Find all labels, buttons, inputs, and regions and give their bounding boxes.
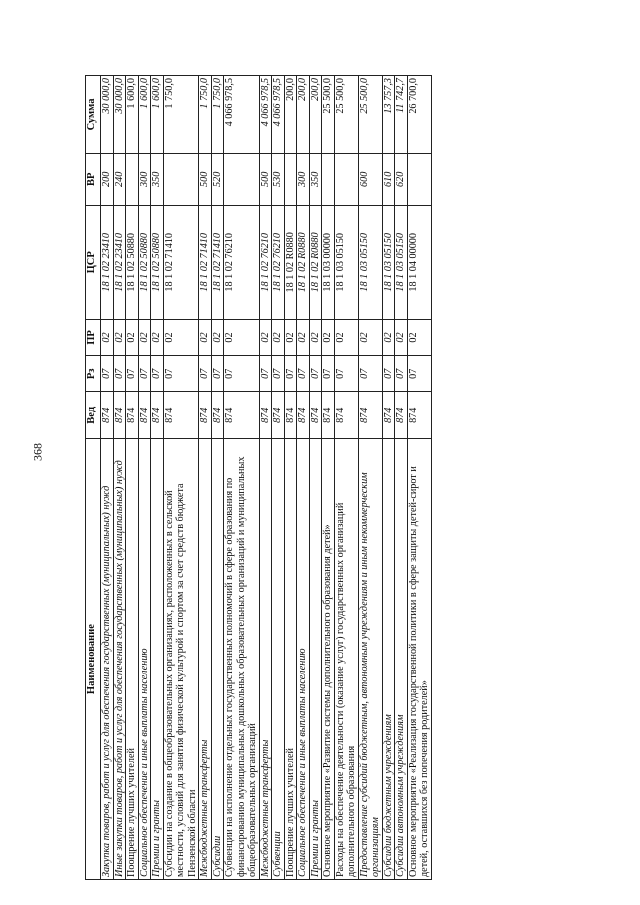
cell-vr (163, 153, 199, 205)
cell-csr: 18 1 02 71410 (211, 205, 224, 319)
table-row (297, 76, 310, 880)
table-row (407, 76, 431, 880)
cell-pr: 02 (358, 319, 382, 355)
cell-name: Субсидии автономным учреждениям (395, 439, 408, 880)
cell-pr: 02 (259, 319, 272, 355)
header-csr: ЦСР (86, 205, 101, 319)
cell-csr: 18 1 04 00000 (407, 205, 431, 319)
cell-vr: 300 (297, 153, 310, 205)
cell-csr: 18 1 02 23410 (113, 205, 126, 319)
cell-pr: 02 (395, 319, 408, 355)
cell-ved: 874 (259, 392, 272, 439)
cell-vr: 500 (259, 153, 272, 205)
cell-csr: 18 1 02 76210 (259, 205, 272, 319)
cell-pr: 02 (224, 319, 260, 355)
cell-ved: 874 (126, 392, 139, 439)
cell-csr: 18 1 02 71410 (199, 205, 212, 319)
cell-vr (407, 153, 431, 205)
cell-ved: 874 (297, 392, 310, 439)
cell-sum: 1 750,0 (211, 76, 224, 154)
header-pr: ПР (86, 319, 101, 355)
cell-csr: 18 1 02 50880 (126, 205, 139, 319)
cell-vr: 500 (199, 153, 212, 205)
cell-ved: 874 (322, 392, 335, 439)
cell-rz: 07 (163, 356, 199, 392)
cell-vr (126, 153, 139, 205)
table-header-row (86, 76, 101, 880)
cell-rz: 07 (407, 356, 431, 392)
cell-ved: 874 (163, 392, 199, 439)
header-name: Наименование (86, 439, 101, 880)
cell-sum: 200,0 (284, 76, 297, 154)
cell-ved: 874 (224, 392, 260, 439)
cell-ved: 874 (395, 392, 408, 439)
cell-sum: 25 500,0 (334, 76, 358, 154)
cell-vr: 610 (382, 153, 395, 205)
cell-vr (334, 153, 358, 205)
header-vr: ВР (86, 153, 101, 205)
cell-csr: 18 1 02 R0880 (297, 205, 310, 319)
cell-name: Поощрение лучших учителей (126, 439, 139, 880)
cell-vr: 240 (113, 153, 126, 205)
cell-vr: 350 (309, 153, 322, 205)
cell-pr: 02 (138, 319, 151, 355)
table-row (259, 76, 272, 880)
cell-name: Поощрение лучших учителей (284, 439, 297, 880)
cell-sum: 4 066 978,5 (224, 76, 260, 154)
table-row (151, 76, 164, 880)
cell-vr (322, 153, 335, 205)
cell-name: Субсидии (211, 439, 224, 880)
table-row (284, 76, 297, 880)
cell-name: Субвенции (272, 439, 285, 880)
cell-ved: 874 (272, 392, 285, 439)
cell-rz: 07 (211, 356, 224, 392)
cell-rz: 07 (259, 356, 272, 392)
cell-rz: 07 (297, 356, 310, 392)
cell-csr: 18 1 02 50880 (151, 205, 164, 319)
cell-sum: 1 750,0 (199, 76, 212, 154)
table-row (395, 76, 408, 880)
cell-vr (284, 153, 297, 205)
cell-rz: 07 (358, 356, 382, 392)
cell-csr: 18 1 02 R0880 (284, 205, 297, 319)
cell-sum: 1 600,0 (126, 76, 139, 154)
cell-pr: 02 (309, 319, 322, 355)
cell-rz: 07 (101, 356, 114, 392)
cell-sum: 30 000,0 (113, 76, 126, 154)
cell-ved: 874 (138, 392, 151, 439)
budget-table (85, 75, 432, 880)
cell-sum: 25 500,0 (358, 76, 382, 154)
cell-csr: 18 1 02 71410 (163, 205, 199, 319)
cell-rz: 07 (284, 356, 297, 392)
cell-rz: 07 (395, 356, 408, 392)
cell-vr: 620 (395, 153, 408, 205)
cell-vr: 200 (101, 153, 114, 205)
cell-csr: 18 1 03 05150 (334, 205, 358, 319)
cell-sum: 1 600,0 (151, 76, 164, 154)
cell-sum: 1 750,0 (163, 76, 199, 154)
cell-sum: 1 600,0 (138, 76, 151, 154)
cell-ved: 874 (284, 392, 297, 439)
cell-vr: 520 (211, 153, 224, 205)
cell-ved: 874 (334, 392, 358, 439)
cell-ved: 874 (309, 392, 322, 439)
cell-csr: 18 1 02 76210 (272, 205, 285, 319)
cell-name: Премии и гранты (309, 439, 322, 880)
cell-rz: 07 (272, 356, 285, 392)
cell-sum: 200,0 (309, 76, 322, 154)
cell-sum: 200,0 (297, 76, 310, 154)
header-sum: Сумма (86, 76, 101, 154)
cell-name: Премии и гранты (151, 439, 164, 880)
cell-name: Субсидии бюджетным учреждениям (382, 439, 395, 880)
table-row (358, 76, 382, 880)
cell-rz: 07 (224, 356, 260, 392)
header-ved: Вед (86, 392, 101, 439)
cell-name: Субсидии на создание в общеобразовательных организациях, расположенных в сельской местности, условий для занятия физической культурой и спортом за счет средств бюджета Пензенской области (163, 439, 199, 880)
cell-vr: 350 (151, 153, 164, 205)
cell-rz: 07 (334, 356, 358, 392)
cell-csr: 18 1 02 23410 (101, 205, 114, 319)
cell-ved: 874 (211, 392, 224, 439)
cell-name: Субвенции на исполнение отдельных государственных полномочий в сфере образования по финансированию муниципальных дошкольных образовательных организаций и муниципальных общеобразовательных организаций (224, 439, 260, 880)
cell-pr: 02 (407, 319, 431, 355)
cell-rz: 07 (309, 356, 322, 392)
cell-ved: 874 (407, 392, 431, 439)
table-body (101, 76, 432, 880)
table-row (211, 76, 224, 880)
cell-pr: 02 (297, 319, 310, 355)
cell-name: Социальное обеспечение и иные выплаты населению (138, 439, 151, 880)
table-row (126, 76, 139, 880)
cell-rz: 07 (382, 356, 395, 392)
cell-pr: 02 (126, 319, 139, 355)
cell-name: Основное мероприятие «Развитие системы дополнительного образования детей» (322, 439, 335, 880)
cell-name: Иные закупки товаров, работ и услуг для обеспечения государственных (муниципальных) нужд (113, 439, 126, 880)
table-row (113, 76, 126, 880)
cell-csr: 18 1 03 05150 (382, 205, 395, 319)
cell-vr (224, 153, 260, 205)
cell-ved: 874 (358, 392, 382, 439)
header-rz: Рз (86, 356, 101, 392)
table-row (199, 76, 212, 880)
cell-ved: 874 (101, 392, 114, 439)
table-row (322, 76, 335, 880)
cell-sum: 13 757,3 (382, 76, 395, 154)
cell-sum: 4 066 978,5 (272, 76, 285, 154)
table-row (224, 76, 260, 880)
cell-rz: 07 (199, 356, 212, 392)
cell-name: Межбюджетные трансферты (259, 439, 272, 880)
cell-vr: 530 (272, 153, 285, 205)
cell-vr: 300 (138, 153, 151, 205)
cell-sum: 26 700,0 (407, 76, 431, 154)
table-row (163, 76, 199, 880)
cell-ved: 874 (382, 392, 395, 439)
cell-sum: 11 742,7 (395, 76, 408, 154)
page-number: 368 (30, 443, 45, 461)
cell-csr: 18 1 02 50880 (138, 205, 151, 319)
cell-name: Социальное обеспечение и иные выплаты населению (297, 439, 310, 880)
cell-csr: 18 1 03 05150 (395, 205, 408, 319)
table-row (334, 76, 358, 880)
cell-pr: 02 (151, 319, 164, 355)
cell-vr: 600 (358, 153, 382, 205)
cell-pr: 02 (211, 319, 224, 355)
cell-pr: 02 (334, 319, 358, 355)
cell-pr: 02 (322, 319, 335, 355)
cell-csr: 18 1 03 05150 (358, 205, 382, 319)
table-row (309, 76, 322, 880)
cell-pr: 02 (284, 319, 297, 355)
cell-sum: 4 066 978,5 (259, 76, 272, 154)
cell-pr: 02 (272, 319, 285, 355)
cell-name: Предоставление субсидий бюджетным, автономным учреждениям и иным некоммерческим организациям (358, 439, 382, 880)
table-row (138, 76, 151, 880)
cell-rz: 07 (113, 356, 126, 392)
cell-rz: 07 (322, 356, 335, 392)
cell-pr: 02 (113, 319, 126, 355)
cell-sum: 30 000,0 (101, 76, 114, 154)
cell-pr: 02 (101, 319, 114, 355)
cell-csr: 18 1 03 00000 (322, 205, 335, 319)
table-row (382, 76, 395, 880)
cell-rz: 07 (151, 356, 164, 392)
cell-rz: 07 (126, 356, 139, 392)
cell-csr: 18 1 02 76210 (224, 205, 260, 319)
cell-ved: 874 (199, 392, 212, 439)
cell-name: Основное мероприятие «Реализация государственной политики в сфере защиты детей-сирот и детей, оставшихся без попечения родителей» (407, 439, 431, 880)
cell-ved: 874 (151, 392, 164, 439)
cell-csr: 18 1 02 R0880 (309, 205, 322, 319)
cell-sum: 25 500,0 (322, 76, 335, 154)
cell-pr: 02 (199, 319, 212, 355)
cell-name: Закупка товаров, работ и услуг для обеспечения государственных (муниципальных) нужд (101, 439, 114, 880)
cell-rz: 07 (138, 356, 151, 392)
cell-name: Межбюджетные трансферты (199, 439, 212, 880)
cell-ved: 874 (113, 392, 126, 439)
table-row (272, 76, 285, 880)
cell-pr: 02 (382, 319, 395, 355)
cell-pr: 02 (163, 319, 199, 355)
rotated-table-container (85, 75, 565, 880)
cell-name: Расходы на обеспечение деятельности (оказание услуг) государственных организаций дополнительного образования (334, 439, 358, 880)
table-row (101, 76, 114, 880)
